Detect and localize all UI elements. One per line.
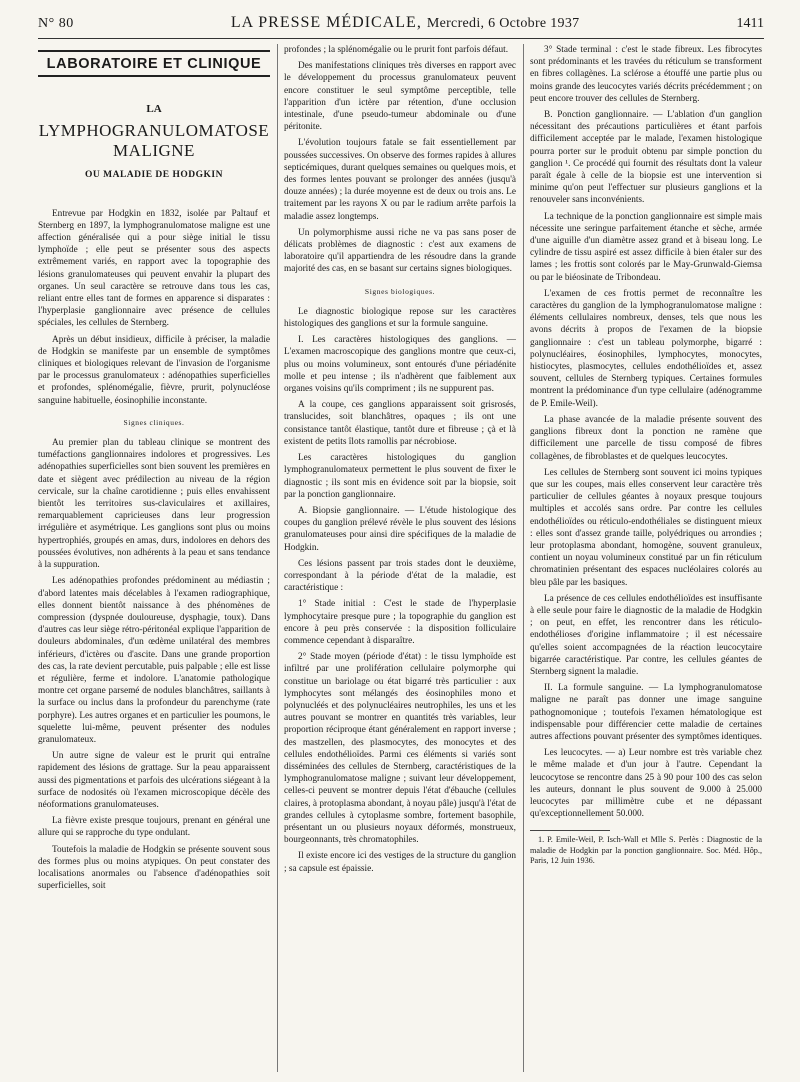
page-number: 1411 [736, 16, 764, 31]
journal-name: LA PRESSE MÉDICALE, [230, 14, 422, 31]
paragraph: A la coupe, ces ganglions apparaissent soit grisrosés, translucides, soit blanchâtres, opaques ; ils ont une consistance tantôt élastique, tantôt dure et fibreuse ; çà et là existent de petits îlots ramollis par nécrobiose. [284, 400, 516, 447]
paragraph: Un polymorphisme aussi riche ne va pas sans poser de délicats problèmes de diagnostic : c'est aux examens de laboratoire qu'il appartiendra de les résoudre dans la grande majorité des cas, en se basant sur certains signes biologiques. [284, 227, 516, 275]
column-divider [277, 44, 278, 1072]
paragraph: II. La formule sanguine. — La lymphogranulomatose maligne ne paraît pas donner une image sanguine pathognomonique ; toutefois l'examen hématologique est indispensable pour différencier cette maladie de certaines autres affections pouvant présenter des symptômes identiques. [530, 683, 762, 742]
paragraph: 2° Stade moyen (période d'état) : le tissu lymphoïde est infiltré par une prolifération cellulaire polymorphe qui constitue un bariolage ou état bigarré très particulier : aux lymphocytes sont mélangés des éosinophiles mono et polynucléés et des polynucléaires neutrophiles, les uns et les autres pouvant se montrer en quantités très variables, leur proportion réciproque étant généralement en rapport inverse ; des mastzellen, des plasmocytes, des monocytes et des cellules endothélioïdes. Parmi ces éléments si variés sont disséminées des cellules de Sternberg, caractéristiques de la lymphogranulomatose maligne ; suivant leur développement, celles-ci peuvent se montrer depuis l'état d'ébauche (cellules claires, à protoplasma abondant, à noyau pâle) jusqu'à l'état de grandes cellules à cytoplasme sombre, fortement basophile, présentant un ou plusieurs noyaux déformés, monstrueux, bourgeonnants, très chromatophiles. [284, 652, 516, 846]
paragraph: L'examen de ces frottis permet de reconnaître les caractères du ganglion de la lymphogranulomatose maligne : éléments cellulaires nombreux, denses, tels que nous les avons décrits à propos de l'examen de la biopsie ganglionnaire : c'est un tableau polymorphe, bigarré : polynucléaires, éosinophiles, lymphocytes, monocytes, histiocytes, plasmocytes, cellules endothélioïdes et, assez souvent, cellules de Sternberg typiques. Certaines formules montrent la prédominance d'un type cellulaire (adénogramme de P. Emile-Weil). [530, 288, 762, 409]
paragraph: B. Ponction ganglionnaire. — L'ablation d'un ganglion nécessitant des précautions particulières et étant parfois difficilement acceptée par le malade, l'examen histologique pourra porter sur le produit obtenu par simple ponction du ganglion ¹. Ce procédé qui fournit des résultats dont la valeur paraît égale à celle de la biopsie est une intervention si minime qu'on peut l'effectuer sur plusieurs ganglions et la renouveler sans inconvénients. [530, 110, 762, 206]
paragraph: profondes ; la splénomégalie ou le prurit font parfois défaut. [284, 45, 509, 55]
paragraph: La fièvre existe presque toujours, prenant en général une allure qui se rapproche du type ondulant. [38, 816, 270, 839]
issue-date: Mercredi, 6 Octobre 1937 [426, 16, 580, 31]
article-subtitle: OU MALADIE DE HODGKIN [85, 170, 223, 181]
article-columns [38, 44, 764, 1072]
paragraph: 3° Stade terminal : c'est le stade fibreux. Les fibrocytes sont prédominants et les travées du réticulum se transforment en fibres collagènes. La sclérose a étouffé une partie plus ou moins grande des leucocytes variés décrits précédemment ; on peut encore trouver des cellules de Sternberg. [530, 45, 762, 104]
article-title: LYMPHOGRANULOMATOSE MALIGNE [38, 121, 270, 161]
paragraph: Ces lésions passent par trois stades dont le deuxième, correspondant à la période d'état de la maladie, est caractéristique : [284, 558, 516, 594]
paragraph: I. Les caractères histologiques des ganglions. — L'examen macroscopique des ganglions montre que ceux-ci, plus ou moins volumineux, sont entourés d'une périadénite molle et peu intense ; ils n'adhèrent que faiblement aux organes voisins qu'ils compriment ; ils ne suppurent pas. [284, 335, 516, 395]
paragraph: Les leucocytes. — a) Leur nombre est très variable chez le même malade et d'un jour à l'autre. Cependant la leucocytose se rencontre dans 25 à 90 pour 100 des cas selon les auteurs, donnant le plus souvent de 9.000 à 25.000 leucocytes par millimètre cube et ne dépassant qu'exceptionnellement 50.000. [530, 748, 762, 820]
paragraph: Un autre signe de valeur est le prurit qui entraîne rapidement des lésions de grattage. Sur la peau apparaissent aussi des pigmentations et parfois des ulcérations siégeant à la surface de nodosités où l'examen microscopique décèle des néoformations granulomateuses. [38, 751, 270, 810]
footnote: 1. P. Emile-Weil, P. Isch-Wall et Mlle S. Perlès : Diagnostic de la maladie de Hodgkin par la ponction ganglionnaire. Soc. Méd. Hôp., Paris, 12 Juin 1936. [530, 835, 762, 866]
paragraph: Toutefois la maladie de Hodgkin se présente souvent sous des formes plus ou moins atypiques. On peut constater des localisations anormales ou l'absence d'adénopathies soit superficielles, soit [38, 844, 270, 892]
journal-title [231, 14, 580, 32]
paragraph: La technique de la ponction ganglionnaire est simple mais nécessite une seringue parfaitement étanche et sèche, armée d'une aiguille d'un diamètre assez grand et à biseau long. Le cylindre de tissu aspiré est assez difficile à bien étaler sur des lames ; les frottis sont colorés par le May-Grunwald-Giemsa ou par le biéosinate de Tribondeau. [530, 211, 762, 283]
paragraph: Les cellules de Sternberg sont souvent ici moins typiques que sur les coupes, mais elles conservent leur caractère très particulier de cellules géantes à noyaux presque toujours multiples et accolés sans ordre. Par contre les cellules endothélioïdes ou réticulo-endothéliales se distinguent mieux : elles sont d'assez grande taille, polyédriques ou arrondies ; leur protoplasma abondant, homogène, souvent granuleux, contient un noyau volumineux constitué par un fin réticulum chromatinien présentant des espaces nucléolaires colorés au bleu pâle par les basiques. [530, 467, 762, 588]
paragraph: Après un début insidieux, difficile à préciser, la maladie de Hodgkin se manifeste par un ensemble de symptômes cliniques et biologiques relevant de l'invasion de l'organisme par le processus granulomateux : adénopathies superficielles et profondes, splénomégalie, fièvre, prurit, polynucléose sanguine habituelle, éosinophilie inconstante. [38, 334, 270, 406]
paragraph: Il existe encore ici des vestiges de la structure du ganglion ; sa capsule est épaissie. [284, 851, 516, 874]
paragraph: A. Biopsie ganglionnaire. — L'étude histologique des coupes du ganglion prélevé révèle le plus souvent des lésions granulomateuses pour ainsi dire spécifiques de la maladie de Hodgkin. [284, 505, 516, 553]
column-divider [523, 44, 524, 1072]
paragraph: Les caractères histologiques du ganglion lymphogranulomateux permettent le plus souvent de fixer le diagnostic ; ils sont mis en évidence soit par la biopsie, soit par la ponction ganglionnaire. [284, 453, 516, 500]
article-kicker: LA [146, 103, 162, 116]
footnote-divider [530, 830, 610, 831]
column-3 [530, 44, 762, 1072]
column-2 [284, 44, 516, 1072]
subsection-heading: Signes cliniques. [123, 417, 185, 427]
paragraph: La présence de ces cellules endothélioïdes est insuffisante à elle seule pour faire le diagnostic de la maladie de Hodgkin ; on peut, en effet, les rencontrer dans les réticulo-endothélioses d'origine inflammatoire ; il est nécessaire qu'elles soient accompagnées de la réaction leucocytaire bigarrée caractéristique. Par contre, les cellules géantes de Sternberg signent la maladie. [530, 593, 762, 677]
column-1 [38, 44, 270, 1072]
paragraph: L'évolution toujours fatale se fait essentiellement par poussées successives. On observe des formes rapides à allures septicémiques, durant quelques semaines ou quelques mois, et des formes lentes pouvant se prolonger des années (jusqu'à douze années) ; la durée moyenne est de deux ou trois ans. Le traitement par les rayons X ou par le radium arrête parfois la maladie assez longtemps. [284, 138, 516, 222]
page-header [38, 14, 764, 39]
paragraph: 1° Stade initial : C'est le stade de l'hyperplasie lymphocytaire presque pure ; la topographie du ganglion est encore à peu près conservée : la disposition folliculaire commence cependant à disparaître. [284, 599, 516, 646]
section-title: LABORATOIRE ET CLINIQUE [38, 50, 270, 77]
paragraph: Le diagnostic biologique repose sur les caractères histologiques des ganglions et sur la formule sanguine. [284, 306, 516, 330]
paragraph: Les adénopathies profondes prédominent au médiastin ; d'abord latentes mais décelables à l'examen radiographique, elles donnent bientôt naissance à des phénomènes de compression (dyspnée douloureuse, dysphagie, toux). Dans d'autres cas leur siège rétro-péritonéal explique l'apparition de douleurs abdominales, d'un œdème unilatéral des membres inférieurs, d'ictères ou d'ascite. Dans une grande proportion des cas, la rate devient percutable, puis palpable ; elle est lisse et régulière, ferme et indolore. L'anatomie pathologique montre cet organe parsemé de nodules blanchâtres, saillants à la surface ou inclus dans la profondeur du parenchyme (rate porphyre). Les autres organes et en particulier les poumons, le squelette lui-même, peuvent présenter des nodules granulomateux. [38, 576, 270, 745]
paragraph: La phase avancée de la maladie présente souvent des ganglions fibreux dont la ponction ne ramène que difficilement une parcelle de tissu composé de fibres collagènes, de fibroblastes et de quelques leucocytes. [530, 414, 762, 462]
subsection-heading: Signes biologiques. [364, 286, 436, 296]
paragraph: Entrevue par Hodgkin en 1832, isolée par Paltauf et Sternberg en 1897, la lymphogranulomatose maligne est une affection généralisée qui a pour siège initial le tissu lymphoïde ; elle peut se présenter sous des aspects extrêmement variés, en rapport avec la topographie des lésions granulomateuses qui peuvent envahir la plupart des organes. Un seul caractère se retrouve dans tous les cas, reliant entre elles tant de formes en apparence si disparates : l'hyperplasie ganglionnaire avec présence de cellules spéciales, les cellules de Sternberg. [38, 208, 270, 329]
paragraph: Au premier plan du tableau clinique se montrent des tuméfactions ganglionnaires indolores et progressives. Les adénopathies superficielles sont bien souvent les premières en date et siègent avec prédilection au niveau de la région cervicale, sur la chaîne carotidienne ; puis elles envahissent bientôt les territoires sus-claviculaires et axillaires, remarquablement capricieuses dans leur progression irrégulière et asymétrique. Les ganglions sont plus ou moins hypertrophiés, groupés en amas, durs, indolores en dehors des poussées évolutives, non adhérents à la peau et sans tendance à la suppuration. [38, 438, 270, 571]
issue-number: N° 80 [38, 16, 74, 31]
paragraph: Des manifestations cliniques très diverses en rapport avec le développement du processus granulomateux peuvent encore constituer le seul symptôme perceptible, telle l'apparition d'un ictère par rétention, d'une occlusion intestinale, d'une pseudo-tumeur abdominale ou d'une péritonite. [284, 61, 516, 133]
